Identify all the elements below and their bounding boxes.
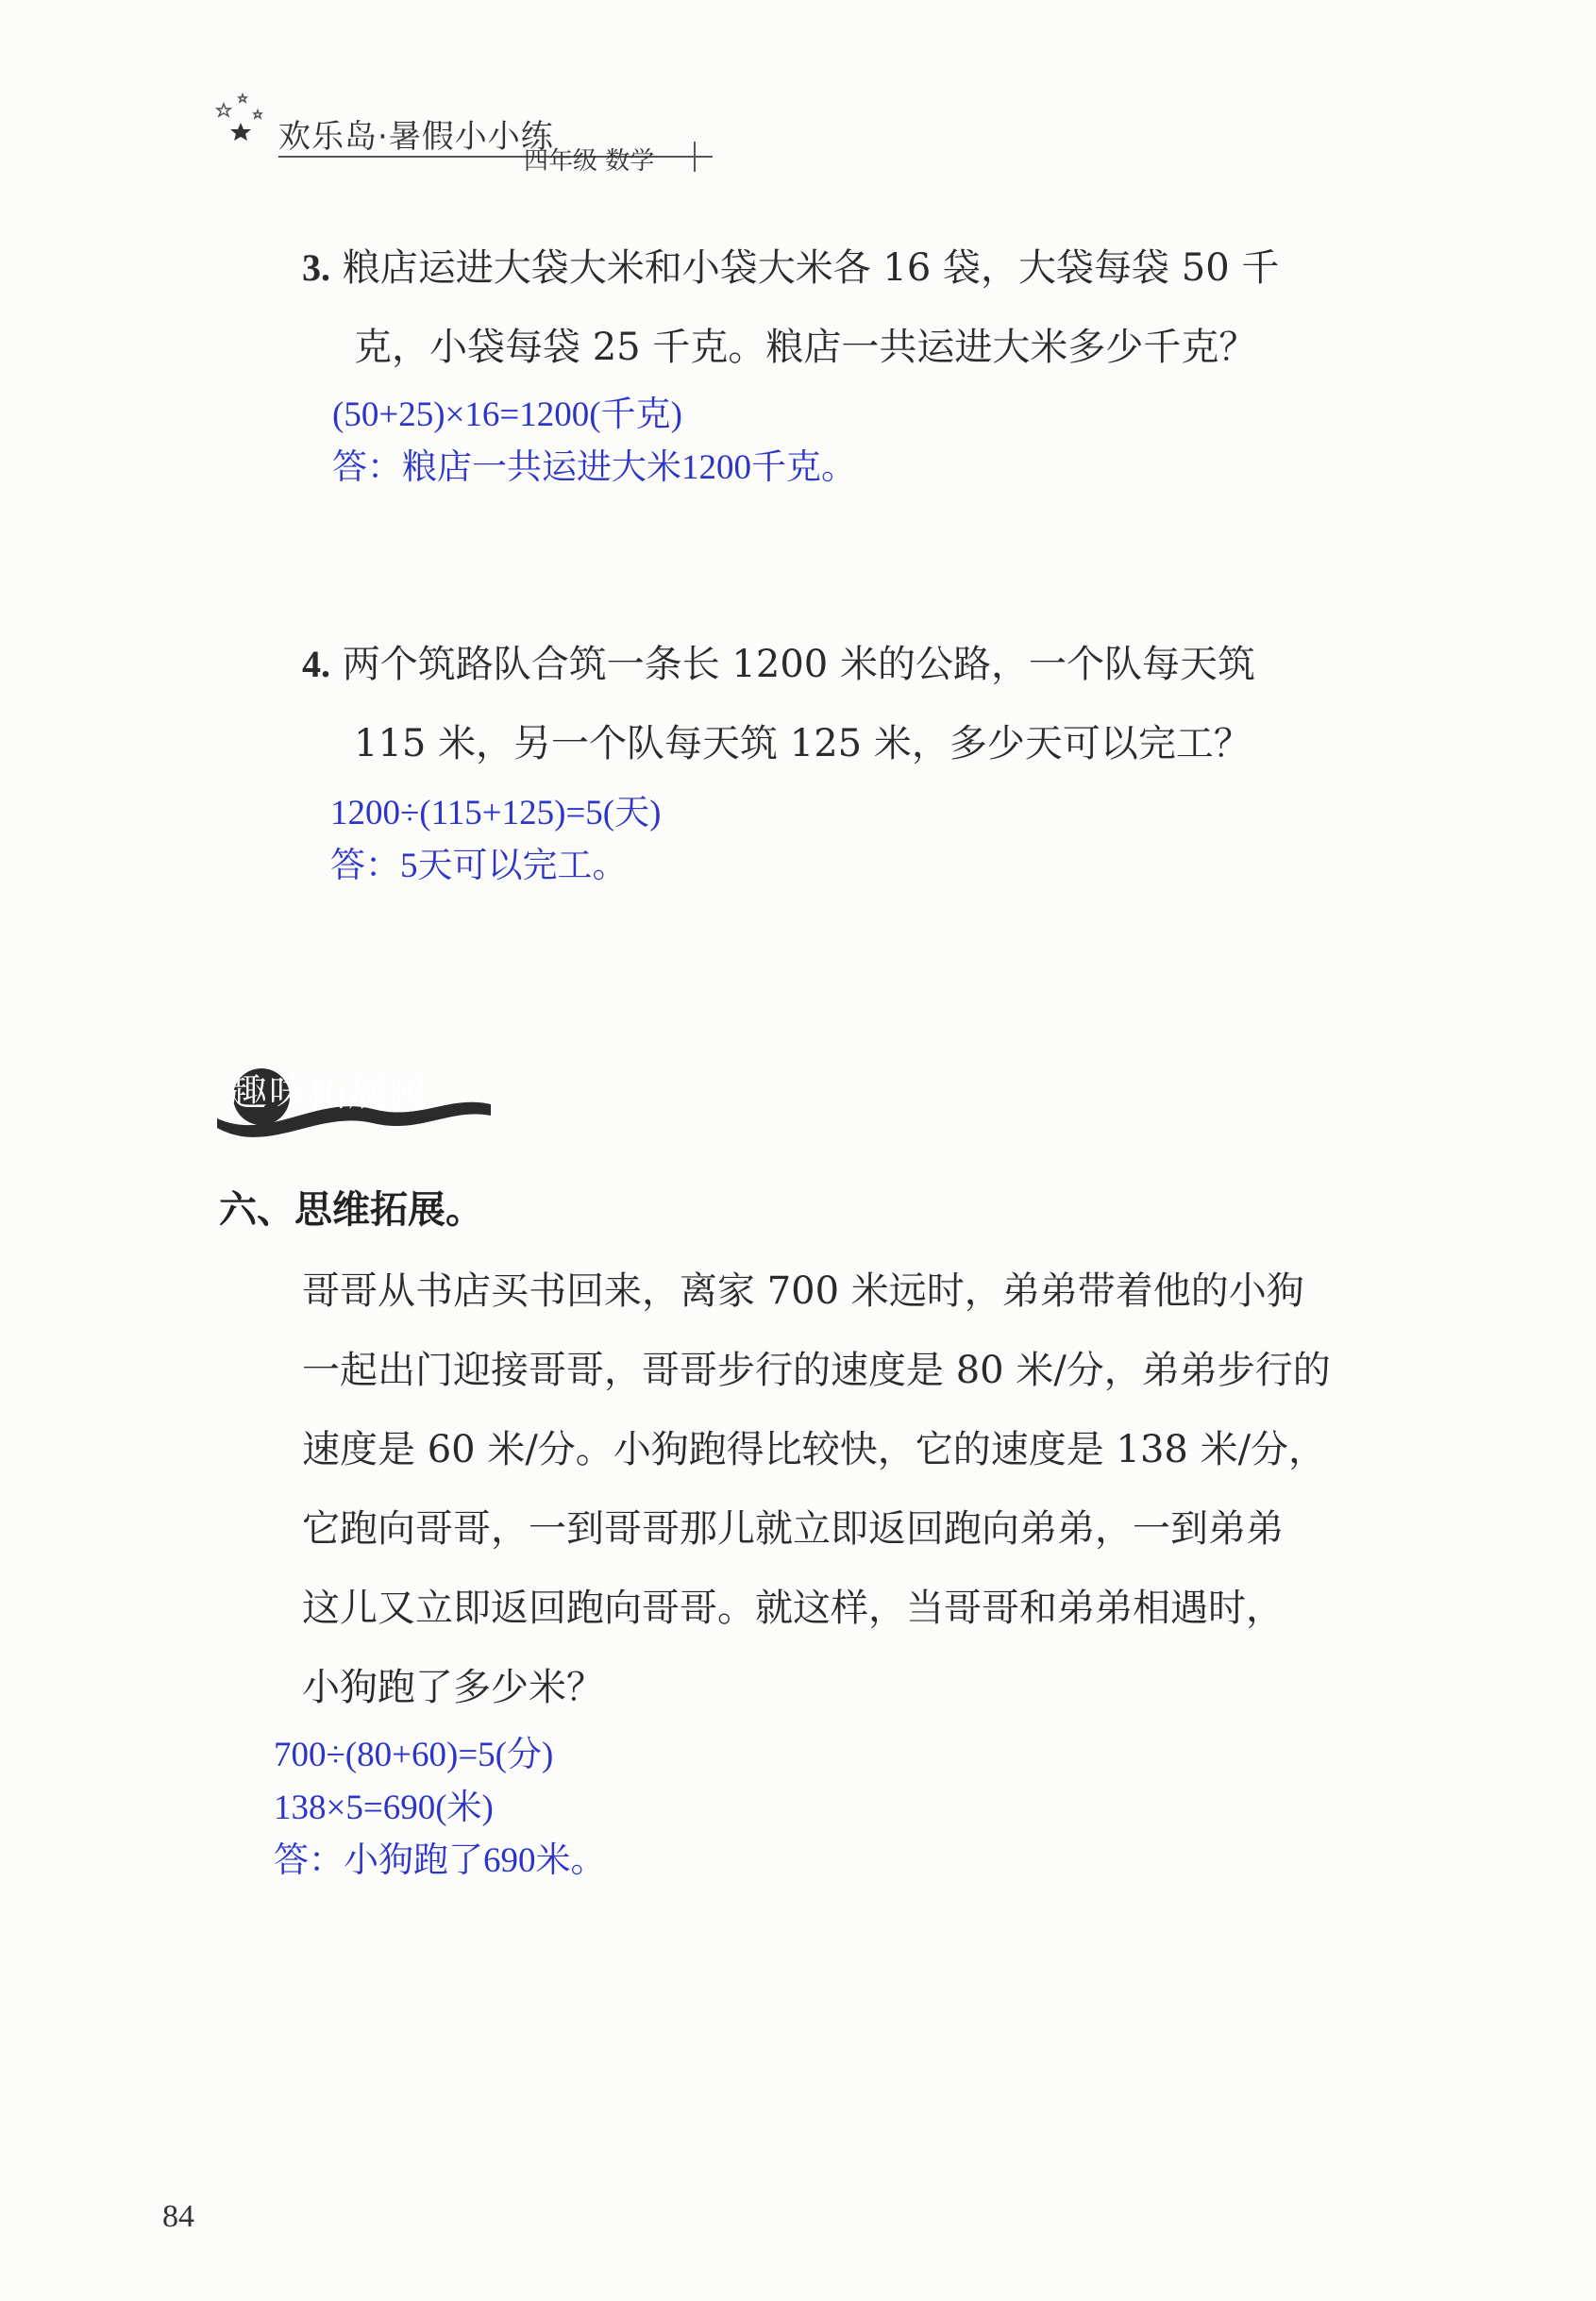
answer-line: 答：小狗跑了690米。 [274,1841,606,1880]
page-number: 84 [162,2199,194,2234]
section-line: 一起出门迎接哥哥，哥哥步行的速度是 80 米/分，弟弟步行的 [302,1349,1331,1392]
section-line: 哥哥从书店买书回来，离家 700 米远时，弟弟带着他的小狗 [302,1269,1304,1313]
section-problem [302,1251,1331,1727]
answer-line: 138×5=690(米) [274,1789,494,1827]
problem-3-line-2: 克，小袋每袋 25 千克。粮店一共运进大米多少千克？ [354,326,1257,369]
problem-4-line-2: 115 米，另一个队每天筑 125 米，多少天可以完工？ [354,722,1252,765]
section-line: 速度是 60 米/分。小狗跑得比较快，它的速度是 138 米/分， [302,1428,1327,1471]
problem-3-line-1 [302,228,1279,308]
answer-line: 1200÷(115+125)=5(天) [330,794,662,832]
answer-line: 答：粮店一共运进大米1200千克。 [332,448,856,487]
section-line: 小狗跑了多少米？ [302,1666,604,1709]
section-answer [274,1729,606,1888]
problem-3-answer [332,389,856,495]
section-heading: 六、思维拓展。 [219,1188,483,1232]
answer-line: 答：5天可以完工。 [330,847,628,885]
book-title: 欢乐岛·暑假小小练 [278,118,554,156]
problem-number: 4. [302,643,330,685]
section-banner [212,1029,496,1142]
problem-text: 两个筑路队合筑一条长 1200 米的公路，一个队每天筑 [342,643,1255,686]
problem-4-answer [330,787,661,893]
stars-decoration-icon [212,90,288,156]
section-line: 它跑向哥哥，一到哥哥那儿就立即返回跑向弟弟，一到弟弟 [302,1507,1284,1551]
problem-3 [302,228,1279,387]
problem-4 [302,625,1255,783]
book-subtitle: 四年级 数学 [524,147,655,176]
answer-line: 700÷(80+60)=5(分) [274,1736,554,1774]
page-header [212,90,703,184]
problem-4-line-1 [302,625,1255,704]
problem-number: 3. [302,246,330,289]
banner-text: 趣味拓展园 [229,1071,428,1115]
section-line: 这儿又立即返回跑向哥哥。就这样，当哥哥和弟弟相遇时， [302,1587,1284,1630]
header-tick [694,142,696,172]
problem-text: 粮店运进大袋大米和小袋大米各 16 袋，大袋每袋 50 千 [342,246,1280,290]
answer-line: (50+25)×16=1200(千克) [332,395,682,434]
